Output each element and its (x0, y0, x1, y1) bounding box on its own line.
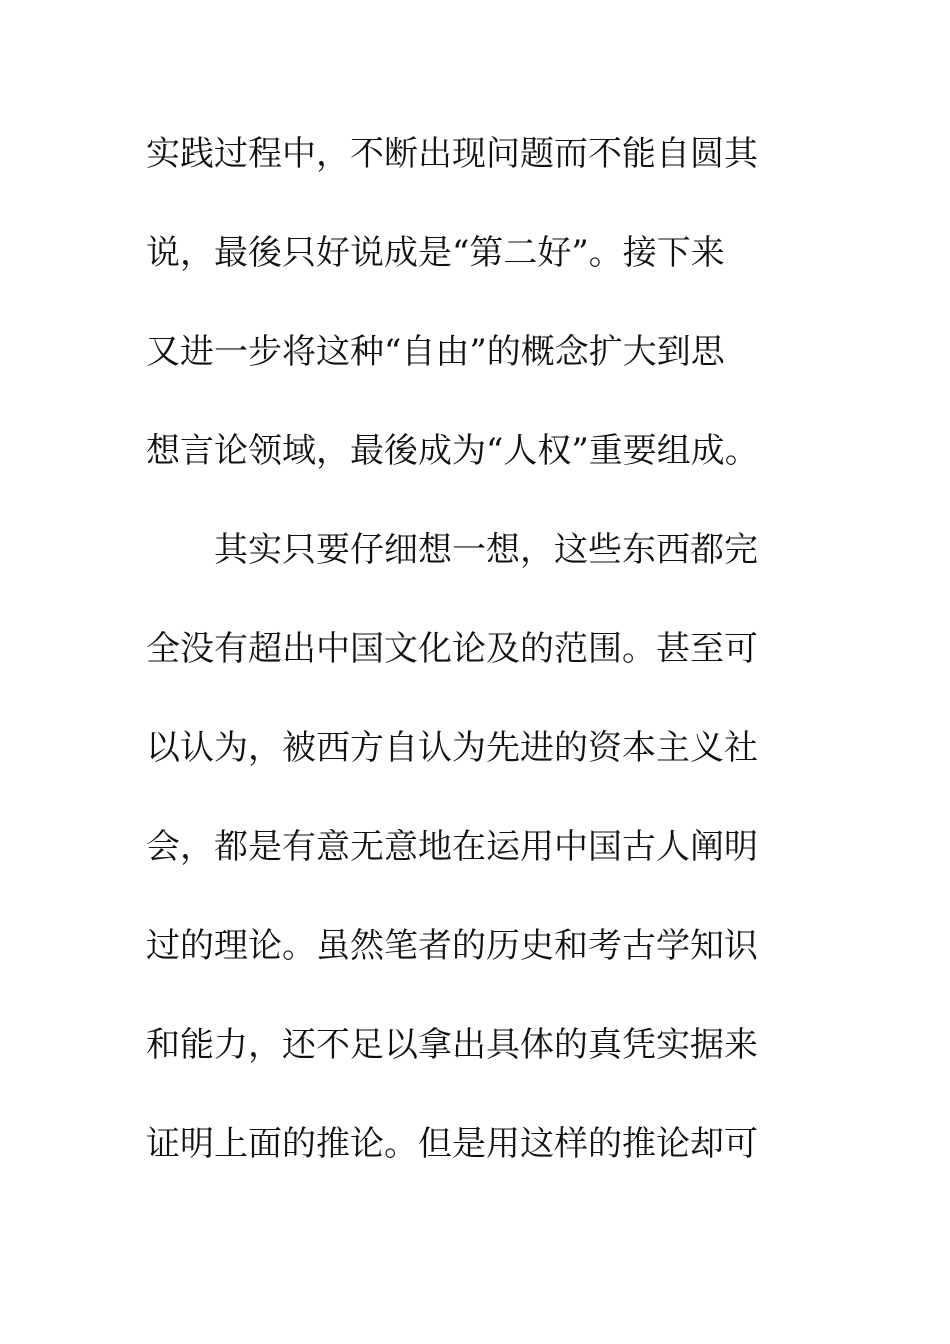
text-line: 其实只要仔细想一想，这些东西都完 (146, 530, 758, 570)
body-text (146, 124, 796, 1213)
text-line: 会，都是有意无意地在运用中国古人阐明 (146, 827, 758, 867)
text-line: 证明上面的推论。但是用这样的推论却可 (146, 1124, 758, 1164)
text-line: 和能力，还不足以拿出具体的真凭实据来 (146, 1025, 758, 1065)
text-line: 说，最後只好说成是“第二好”。接下来 (146, 233, 725, 273)
text-line: 以认为，被西方自认为先进的资本主义社 (146, 728, 758, 768)
text-line: 过的理论。虽然笔者的历史和考古学知识 (146, 926, 758, 966)
text-line: 又进一步将这种“自由”的概念扩大到思 (146, 332, 725, 372)
text-line: 想言论领域，最後成为“人权”重要组成。 (146, 431, 759, 471)
text-line: 全没有超出中国文化论及的范围。甚至可 (146, 629, 758, 669)
text-line: 实践过程中，不断出现问题而不能自圆其 (146, 134, 758, 174)
